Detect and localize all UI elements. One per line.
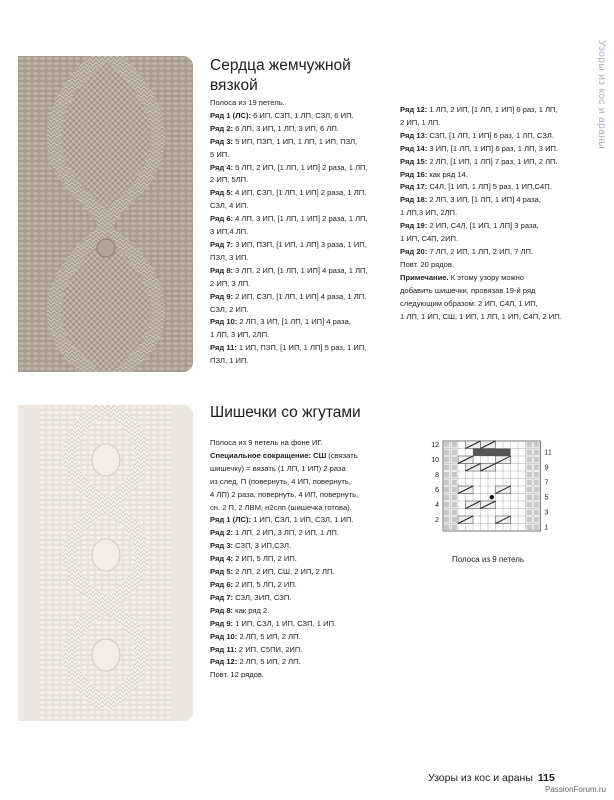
- pattern1-instructions-col2: [400, 104, 562, 323]
- footer-section: Узоры из кос и араны: [428, 772, 533, 784]
- pattern1-row-text: 2 ИП, 3 ЛП.: [210, 278, 251, 288]
- section-side-tab: [596, 40, 610, 170]
- pattern2-line: [210, 514, 358, 527]
- chart-row-label-left: 2: [435, 517, 439, 524]
- pattern1-row-text: Полоса из 19 петель.: [210, 98, 285, 107]
- pattern2-row-text: Повт. 12 рядов.: [210, 670, 265, 680]
- pattern1-row-text: 3 ЛП, 2 ИП, [1 ЛП, 1 ИП] 4 раза, 1 ЛП,: [235, 265, 368, 275]
- chart-cable-wide: [473, 449, 511, 457]
- chart-row-label-left: 12: [431, 442, 439, 449]
- pattern2-row-label: Ряд 3:: [210, 541, 234, 551]
- chart-bg-cell: [527, 450, 533, 456]
- chart-row-label-left: 8: [435, 472, 439, 479]
- chart-bg-cell: [534, 487, 540, 493]
- pattern1-line: [400, 117, 562, 130]
- pattern2-row-label: Ряд 5:: [210, 567, 234, 577]
- chart-bg-cell: [444, 517, 450, 523]
- pattern1-row-label: Ряд 19:: [400, 221, 428, 231]
- pattern2-line: [210, 527, 358, 540]
- pattern1-row-text: 6 ИП, СЗП, 1 ЛП, СЗЛ, 6 ИП.: [253, 110, 354, 120]
- pattern2-line: [210, 656, 358, 669]
- pattern2-row-text: как ряд 2.: [235, 605, 270, 615]
- chart-bg-cell: [452, 480, 458, 486]
- pattern2-row-label: Ряд 12:: [210, 657, 238, 667]
- pattern1-row-text: СЗЛ, 4 ИП.: [210, 201, 249, 211]
- pattern1-line: [400, 272, 562, 285]
- chart-bg-cell: [527, 487, 533, 493]
- chart-row-label-left: 10: [431, 457, 439, 464]
- chart-bg-cell: [452, 472, 458, 478]
- pattern1-line: [210, 304, 368, 317]
- pattern2-line: [210, 540, 358, 553]
- pattern1-line: [210, 239, 368, 252]
- pattern1-line: [210, 162, 368, 175]
- pattern2-line: [210, 644, 358, 657]
- pattern1-line: [400, 259, 562, 272]
- pattern1-line: [400, 311, 562, 324]
- pattern1-row-text: 1 ИП, С4П, 2ИП.: [400, 234, 459, 244]
- pattern1-line: [400, 156, 562, 169]
- chart-bg-cell: [534, 457, 540, 463]
- pattern1-row-text: 4 ЛП, 3 ИП, [1 ЛП, 1 ИП] 2 раза, 1 ЛП,: [235, 214, 368, 224]
- chart-row-label-right: 5: [544, 494, 549, 502]
- chart-bg-cell: [444, 442, 450, 448]
- pattern2-line: [210, 489, 358, 502]
- pattern2-line: [210, 605, 358, 618]
- chart-bg-cell: [452, 465, 458, 471]
- chart-bg-cell: [527, 457, 533, 463]
- pattern1-row-text: С4Л, [1 ИП, 1 ЛП] 5 раз, 1 ИП,С4П.: [429, 182, 552, 192]
- pattern1-line: [400, 194, 562, 207]
- pattern1-title-line2: вязкой: [210, 77, 258, 94]
- pattern1-row-label: Ряд 16:: [400, 169, 428, 179]
- chart-bg-cell: [444, 510, 450, 516]
- pattern1-title-line1: Сердца жемчужной: [210, 57, 351, 74]
- chart-bg-cell: [452, 487, 458, 493]
- pattern2-line: [210, 553, 358, 566]
- pattern1-line: [400, 169, 562, 182]
- pattern1-line: [400, 285, 562, 298]
- pattern1-line: [210, 252, 368, 265]
- pattern1-row-text: следующим образом: 2 ИП, С4Л, 1 ИП,: [400, 298, 538, 308]
- pattern2-row-text: шишечку) = вязать (1 ЛП, 1 ИП) 2 раза: [210, 463, 346, 473]
- chart-bg-cell: [534, 502, 540, 508]
- pattern2-row-text: сн. 2 П, 2 ЛВМ, н2слп (шишечка готова).: [210, 502, 352, 512]
- pattern1-row-text: 2 ИП, СЗП, [1 ЛП, 1 ИП] 4 раза, 1 ЛП,: [235, 291, 367, 301]
- pattern1-line: [210, 200, 368, 213]
- pattern2-row-text: СЗП, 3 ИП,СЗЛ.: [235, 541, 292, 551]
- pattern2-row-text: 2 ЛП, 2 ИП, СШ, 2 ИП, 2 ЛП.: [235, 567, 335, 577]
- pattern2-row-text: 2 ИП, С5ПИ, 2ИП.: [238, 644, 303, 654]
- pattern1-line: [210, 213, 368, 226]
- chart-bg-cell: [452, 495, 458, 501]
- pattern1-row-label: Ряд 3:: [210, 136, 234, 146]
- pattern1-row-label: Ряд 6:: [210, 214, 234, 224]
- chart-bg-cell: [527, 472, 533, 478]
- pattern1-row-label: Ряд 13:: [400, 130, 428, 140]
- pattern1-line: [210, 123, 368, 136]
- chart-bg-cell: [444, 472, 450, 478]
- chart-bg-cell: [444, 457, 450, 463]
- pattern1-row-label: Ряд 2:: [210, 123, 234, 133]
- pattern2-row-text: 2 ЛП, 5 ИП, 2 ЛП.: [239, 631, 301, 641]
- chart-row-label-right: 7: [544, 479, 549, 487]
- pattern1-line: [400, 143, 562, 156]
- pattern2-line: [210, 579, 358, 592]
- page-footer: [428, 772, 555, 784]
- chart-bg-cell: [534, 517, 540, 523]
- pattern1-row-label: Ряд 10:: [210, 317, 238, 327]
- chart-row-label-left: 6: [435, 487, 439, 494]
- chart-bg-cell: [534, 510, 540, 516]
- pattern1-line: [400, 130, 562, 143]
- chart-bg-cell: [444, 495, 450, 501]
- pattern1-row-label: Примечание.: [400, 272, 449, 282]
- pattern2-line: [210, 437, 358, 450]
- pattern1-row-label: Ряд 12:: [400, 105, 428, 114]
- pattern1-line: [210, 136, 368, 149]
- chart-bg-cell: [444, 525, 450, 531]
- pattern1-row-text: СЗП, [1 ЛП, 1 ИП] 6 раз, 1 ЛП, СЗЛ.: [429, 130, 554, 140]
- pattern1-row-label: Ряд 4:: [210, 162, 234, 172]
- pattern2-line: [210, 502, 358, 515]
- pattern1-row-text: 4 ИП, СЗП, [1 ЛП, 1 ИП] 2 раза, 1 ЛП,: [235, 188, 367, 198]
- pattern1-row-text: 5 ЛП, 2 ИП, [1 ЛП, 1 ИП] 2 раза, 1 ЛП,: [235, 162, 368, 172]
- pattern2-row-label: Ряд 1 (ЛС):: [210, 515, 252, 525]
- pattern2-row-text: СЗЛ, ЗИП, СЗП.: [235, 592, 292, 602]
- chart-bg-cell: [534, 472, 540, 478]
- pattern1-row-text: 1 ЛП, 3 ИП, 2ЛП.: [210, 330, 270, 340]
- pattern1-row-label: Ряд 20:: [400, 246, 428, 256]
- chart-bg-cell: [527, 442, 533, 448]
- pattern1-row-label: Ряд 18:: [400, 195, 428, 205]
- pattern1-row-text: ПЗЛ, 1 ИП.: [210, 356, 249, 366]
- pattern1-row-text: 3 ИП, ПЗП, [1 ИП, 1 ЛП] 3 раза, 1 ИП,: [235, 239, 367, 249]
- chart-row-label-left: 4: [435, 502, 439, 509]
- pattern2-row-text: Полоса из 9 петель на фоне ИГ.: [210, 438, 323, 447]
- chart-bg-cell: [444, 465, 450, 471]
- pattern2-instructions: [210, 437, 358, 682]
- pattern1-row-label: Ряд 14:: [400, 143, 428, 153]
- pattern1-row-text: добавить шишечки, провязав 19-й ряд: [400, 285, 536, 295]
- pattern1-line: [210, 149, 368, 162]
- watermark: PassionForum.ru: [545, 785, 606, 794]
- pattern1-line: [210, 97, 368, 110]
- chart-bg-cell: [452, 450, 458, 456]
- chart-bg-cell: [534, 480, 540, 486]
- pattern1-line: [400, 104, 562, 117]
- pattern2-row-text: из след. П (повернуть, 4 ИП, повернуть,: [210, 476, 351, 486]
- chart-bg-cell: [444, 502, 450, 508]
- pattern2-line: [210, 450, 358, 463]
- pattern2-line: [210, 669, 358, 682]
- pattern1-line: [400, 298, 562, 311]
- pattern1-row-text: 2 ИП, 1 ЛП.: [400, 117, 441, 127]
- pattern2-row-label: Специальное сокращение: СШ: [210, 450, 327, 460]
- pattern2-row-text: 1 ЛП, 2 ИП, 3 ЛП, 2 ИП, 1 ЛП.: [235, 528, 339, 538]
- pattern1-line: [210, 355, 368, 368]
- pattern1-row-text: 1 ЛП, 1 ИП, СШ, 1 ИП, 1 ЛП, 1 ИП, С4П, 2 ИП.: [400, 311, 562, 321]
- pattern1-row-text: 1 ИП, ПЗП, [1 ИП, 1 ЛП] 5 раз, 1 ИП,: [238, 343, 367, 353]
- pattern1-row-text: К этому узору можно: [450, 272, 525, 282]
- pattern2-row-text: 2 ЛП, 5 ИП, 2 ЛП.: [239, 657, 301, 667]
- pattern1-line: [210, 278, 368, 291]
- pattern1-line: [400, 220, 562, 233]
- pattern2-line: [210, 463, 358, 476]
- pattern1-row-label: Ряд 1 (ЛС):: [210, 110, 252, 120]
- pattern2-row-text: 1 ИП, СЗЛ, 1 ИП, СЗП, 1 ИП.: [235, 618, 337, 628]
- knit-swatch-photo-hearts: [18, 56, 193, 372]
- chart-bg-cell: [444, 480, 450, 486]
- chart-bg-cell: [534, 495, 540, 501]
- pattern1-line: [210, 187, 368, 200]
- pattern1-row-label: Ряд 17:: [400, 182, 428, 192]
- pattern2-row-text: 2 ИП, 5 ЛП, 2 ИП.: [235, 579, 297, 589]
- pattern2-row-label: Ряд 7:: [210, 592, 234, 602]
- pattern1-instructions-col1: [210, 97, 368, 368]
- pattern1-line: [210, 291, 368, 304]
- pattern1-row-text: как ряд 14.: [429, 169, 468, 179]
- knitting-chart: [423, 437, 553, 537]
- pattern2-line: [210, 476, 358, 489]
- pattern1-row-label: Ряд 8:: [210, 265, 234, 275]
- pattern2-row-label: Ряд 8:: [210, 605, 234, 615]
- pattern1-row-label: Ряд 11:: [210, 343, 237, 353]
- pattern2-line: [210, 566, 358, 579]
- pattern1-row-text: 1 ЛП, 2 ИП, [1 ЛП, 1 ИП] 6 раз, 1 ЛП,: [429, 105, 558, 114]
- pattern1-row-label: Ряд 9:: [210, 291, 234, 301]
- chart-caption: Полоса из 9 петель: [452, 555, 525, 564]
- chart-bg-cell: [527, 495, 533, 501]
- pattern2-row-text: 4 ЛП) 2 раза, повернуть, 4 ИП, повернуть,: [210, 489, 359, 499]
- chart-bg-cell: [534, 465, 540, 471]
- pattern2-row-label: Ряд 4:: [210, 554, 234, 564]
- pattern1-row-text: ПЗЛ, 3 ИП.: [210, 252, 249, 262]
- chart-bg-cell: [444, 487, 450, 493]
- chart-row-label-right: 9: [544, 464, 549, 472]
- chart-bg-cell: [452, 442, 458, 448]
- pattern1-row-label: Ряд 15:: [400, 156, 428, 166]
- pattern1-row-text: 7 ЛП, 2 ИП, 1 ЛП, 2 ИП, 7 ЛП.: [429, 246, 534, 256]
- chart-bg-cell: [452, 517, 458, 523]
- pattern2-line: [210, 592, 358, 605]
- pattern1-row-label: Ряд 7:: [210, 239, 234, 249]
- pattern1-row-text: 2 ЛП, 3 ИП, [1 ЛП, 1 ИП] 4 раза,: [429, 195, 541, 205]
- chart-bg-cell: [527, 525, 533, 531]
- page-number: 115: [537, 772, 555, 784]
- side-tab-label: Узоры из кос и араны: [596, 40, 608, 149]
- pattern2-row-text: 1 ИП, СЗЛ, 1 ИП, СЗЛ, 1 ИП.: [253, 515, 354, 525]
- chart-bg-cell: [527, 517, 533, 523]
- chart-row-label-right: 1: [544, 524, 549, 532]
- pattern1-line: [210, 265, 368, 278]
- chart-row-label-right: 3: [544, 509, 549, 517]
- chart-bg-cell: [527, 510, 533, 516]
- pattern2-row-text: 2 ИП, 5 ЛП, 2 ИП.: [235, 554, 297, 564]
- pattern1-line: [400, 207, 562, 220]
- pattern2-line: [210, 631, 358, 644]
- pattern1-row-text: 1 ЛП,3 ИП, 2ЛП.: [400, 208, 458, 218]
- pattern1-row-text: 3 ИП, [1 ЛП, 1 ИП] 6 раз, 1 ЛП, 3 ИП.: [429, 143, 559, 153]
- chart-bg-cell: [534, 525, 540, 531]
- pattern1-row-text: 5 ИП.: [210, 149, 230, 159]
- pattern1-line: [210, 110, 368, 123]
- chart-row-label-right: 11: [544, 449, 552, 457]
- pattern1-line: [400, 181, 562, 194]
- pattern1-row-label: Ряд 5:: [210, 188, 234, 198]
- chart-bg-cell: [452, 457, 458, 463]
- pattern1-row-text: 3 ИП,4 ЛП.: [210, 227, 249, 237]
- chart-bg-cell: [534, 442, 540, 448]
- chart-bg-cell: [452, 525, 458, 531]
- pattern2-row-text: (связать: [328, 450, 358, 460]
- pattern1-row-text: 2 ИП, 5ЛП.: [210, 175, 249, 185]
- chart-bg-cell: [534, 450, 540, 456]
- pattern2-row-label: Ряд 11:: [210, 644, 237, 654]
- pattern2-line: [210, 618, 358, 631]
- pattern1-line: [400, 246, 562, 259]
- pattern1-title: [210, 56, 380, 96]
- pattern1-line: [210, 342, 368, 355]
- chart-bg-cell: [527, 465, 533, 471]
- pattern1-row-text: 6 ЛП, 3 ИП, 1 ЛП, 3 ИП, 6 ЛП.: [235, 123, 339, 133]
- chart-bobble: [490, 495, 494, 499]
- pattern2-title: Шишечки со жгутами: [210, 404, 361, 421]
- chart-bg-cell: [452, 510, 458, 516]
- pattern1-row-text: 2 ЛП, 3 ИП, [1 ЛП, 1 ИП] 4 раза,: [239, 317, 351, 327]
- pattern1-line: [210, 174, 368, 187]
- pattern2-row-label: Ряд 9:: [210, 618, 234, 628]
- chart-bg-cell: [452, 502, 458, 508]
- pattern1-row-text: Повт. 20 рядов.: [400, 259, 455, 269]
- chart-bg-cell: [527, 480, 533, 486]
- pattern2-row-label: Ряд 6:: [210, 579, 234, 589]
- chart-bg-cell: [527, 502, 533, 508]
- pattern2-row-label: Ряд 2:: [210, 528, 234, 538]
- pattern1-line: [210, 329, 368, 342]
- pattern1-line: [210, 226, 368, 239]
- pattern1-row-text: 2 ЛП, [1 ИП, 1 ЛП] 7 раз, 1 ИП, 2 ЛП.: [429, 156, 558, 166]
- chart-bg-cell: [444, 450, 450, 456]
- pattern1-row-text: 2 ИП, С4Л, [1 ИП, 1 ЛП] 3 раза,: [429, 221, 539, 231]
- knit-swatch-photo-bobbles: [18, 405, 193, 721]
- pattern1-row-text: СЗЛ, 2 ИП.: [210, 304, 249, 314]
- pattern1-line: [210, 316, 368, 329]
- pattern2-row-label: Ряд 10:: [210, 631, 238, 641]
- pattern1-line: [400, 233, 562, 246]
- pattern1-row-text: 5 ИП, ПЗП, 1 ИП, 1 ЛП, 1 ИП, ПЗЛ,: [235, 136, 358, 146]
